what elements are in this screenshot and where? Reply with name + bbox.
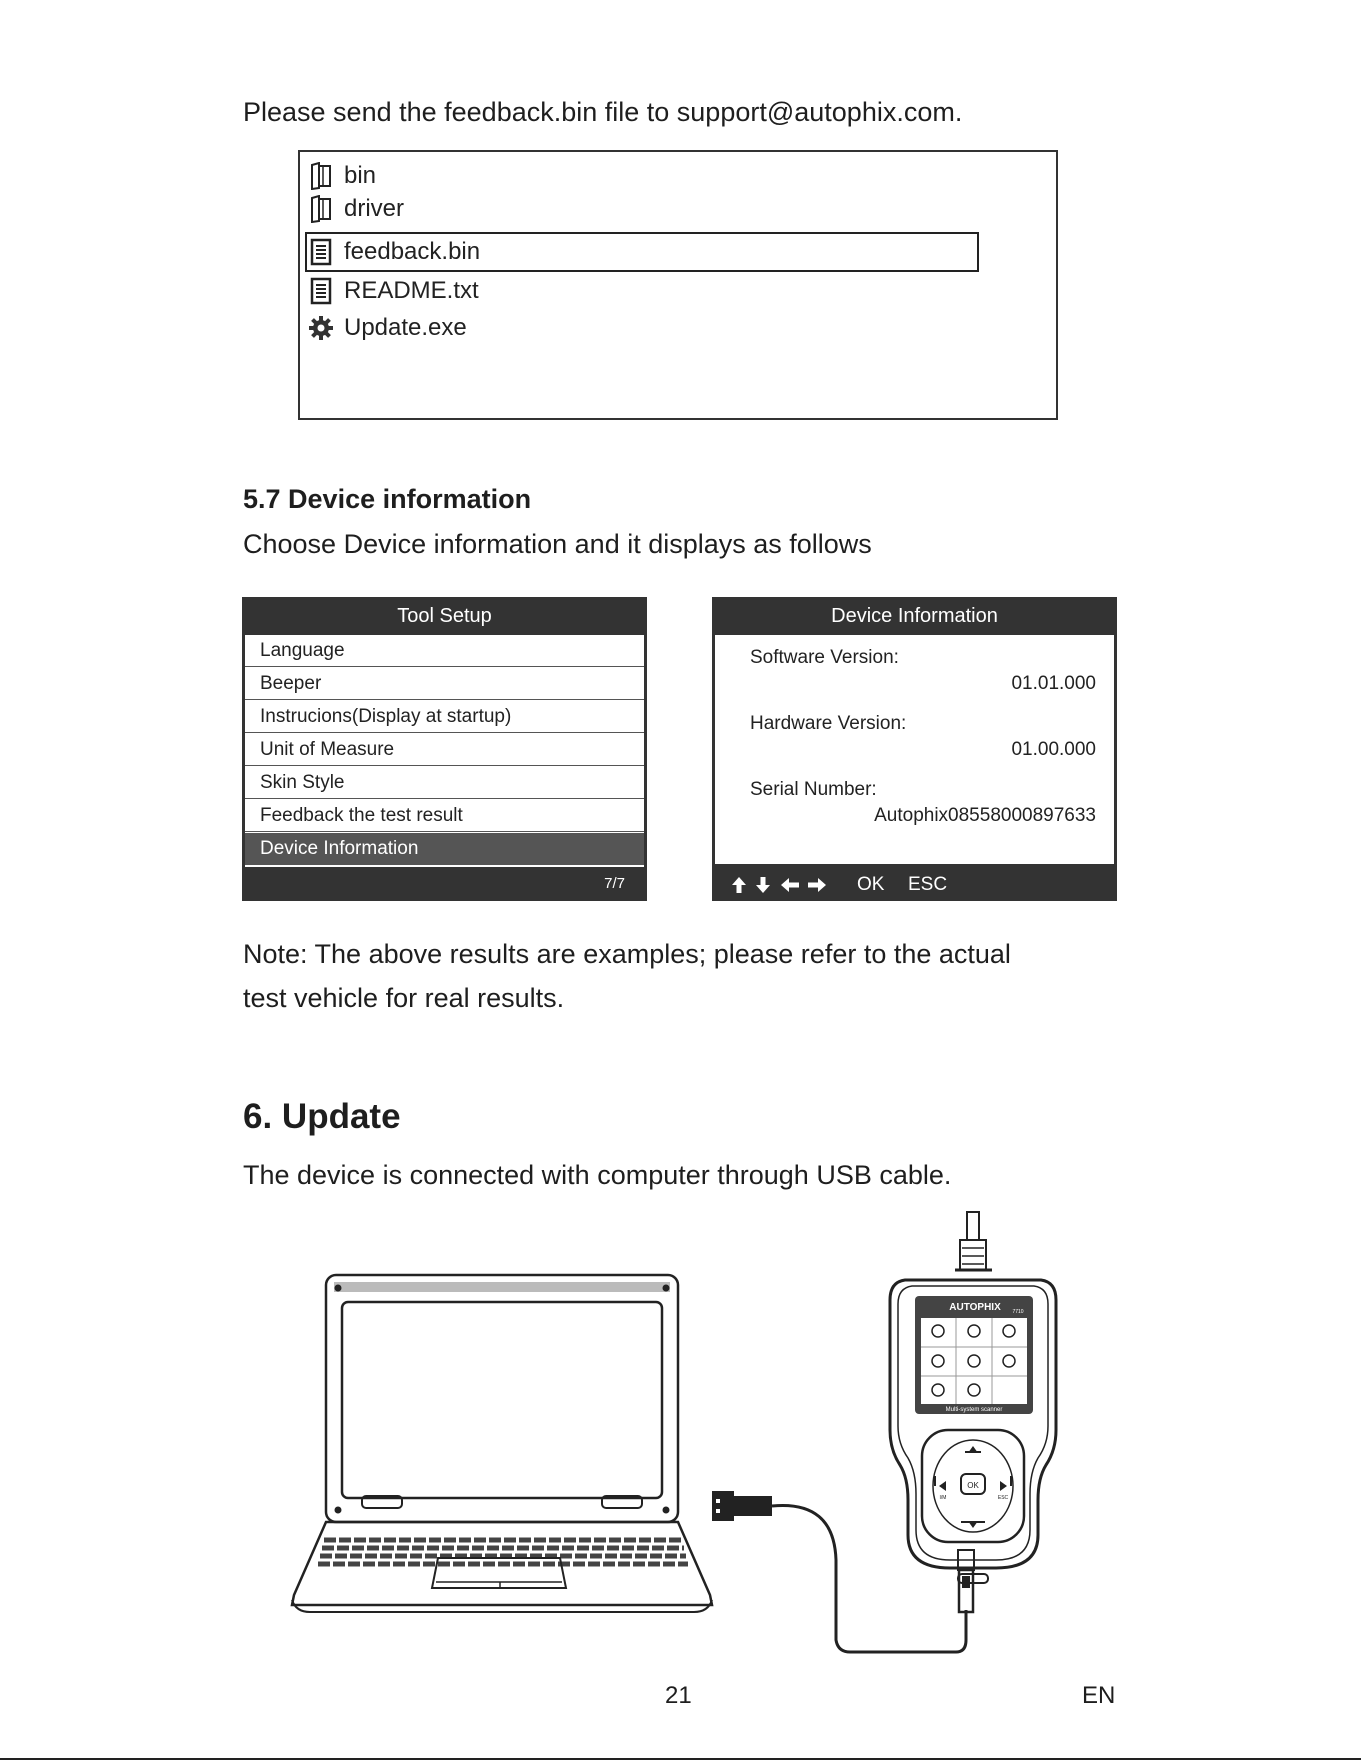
left-arrow-icon[interactable] <box>779 876 801 899</box>
file-item-driver[interactable] <box>308 192 404 226</box>
ok-button[interactable]: OK <box>857 874 885 895</box>
menu-item-skin-style[interactable]: Skin Style <box>245 767 644 799</box>
scanner-im-key: I/M <box>939 1495 947 1501</box>
gear-icon <box>308 314 334 342</box>
hardware-version-label: Hardware Version: <box>750 713 907 734</box>
device-info-screen <box>712 597 1117 901</box>
file-name: driver <box>344 195 405 222</box>
file-name: Update.exe <box>344 314 467 341</box>
scanner-device-illustration <box>890 1212 1056 1583</box>
menu-item-unit-of-measure[interactable]: Unit of Measure <box>245 734 644 766</box>
laptop-illustration <box>292 1275 712 1612</box>
section-text: The device is connected with computer through USB cable. <box>243 1160 952 1190</box>
section-heading: 6. Update <box>243 1097 401 1136</box>
section-text: Choose Device information and it displays as follows <box>243 529 872 559</box>
document-icon <box>308 277 334 305</box>
language-label: EN <box>1082 1682 1116 1709</box>
section-heading: 5.7 Device information <box>243 484 532 514</box>
scanner-esc-key: ESC <box>997 1495 1009 1501</box>
down-arrow-icon[interactable] <box>754 875 772 900</box>
serial-number-label: Serial Number: <box>750 779 877 800</box>
file-name: bin <box>344 162 377 189</box>
menu-item-device-information[interactable]: Device Information <box>245 833 644 865</box>
file-name: README.txt <box>344 277 479 304</box>
file-name: feedback.bin <box>344 238 481 265</box>
software-version-label: Software Version: <box>750 647 899 668</box>
menu-item-beeper[interactable]: Beeper <box>245 668 644 700</box>
page-number: 21 <box>665 1682 692 1709</box>
scanner-model: 7710 <box>1012 1309 1024 1315</box>
serial-number-value: Autophix08558000897633 <box>874 805 1096 826</box>
screen-title: Device Information <box>831 605 998 627</box>
tool-setup-screen <box>242 597 647 901</box>
intro-text: Please send the feedback.bin file to support@autophix.com. <box>243 97 963 127</box>
file-item-bin[interactable] <box>308 159 376 193</box>
screen-footer <box>712 867 1117 901</box>
screen-title: Tool Setup <box>397 605 492 627</box>
right-arrow-icon[interactable] <box>806 876 828 899</box>
menu-item-language[interactable]: Language <box>245 635 644 667</box>
folder-icon <box>308 162 334 190</box>
file-item-feedback[interactable] <box>308 235 480 269</box>
page-bottom-rule <box>0 1758 1361 1760</box>
up-arrow-icon[interactable] <box>730 875 748 900</box>
usb-connection-illustration <box>0 1200 1361 1670</box>
file-browser <box>298 150 1058 420</box>
scanner-ok-key: OK <box>967 1481 979 1490</box>
file-item-readme[interactable] <box>308 274 479 308</box>
esc-button[interactable]: ESC <box>908 874 948 895</box>
file-item-update[interactable] <box>308 311 467 345</box>
document-icon <box>308 238 334 266</box>
folder-icon <box>308 195 334 223</box>
page-indicator: 7/7 <box>604 875 625 892</box>
screen-footer <box>242 867 647 901</box>
scanner-brand: AUTOPHIX <box>949 1302 1001 1313</box>
menu-item-feedback[interactable]: Feedback the test result <box>245 800 644 832</box>
note-line-1: Note: The above results are examples; please refer to the actual <box>243 939 1011 969</box>
scanner-caption: Multi-system scanner <box>945 1407 1003 1413</box>
hardware-version-value: 01.00.000 <box>1011 739 1096 760</box>
software-version-value: 01.01.000 <box>1011 673 1096 694</box>
note-line-2: test vehicle for real results. <box>243 983 565 1013</box>
usb-cable-illustration <box>712 1491 974 1652</box>
menu-item-instructions[interactable]: Instrucions(Display at startup) <box>245 701 644 733</box>
